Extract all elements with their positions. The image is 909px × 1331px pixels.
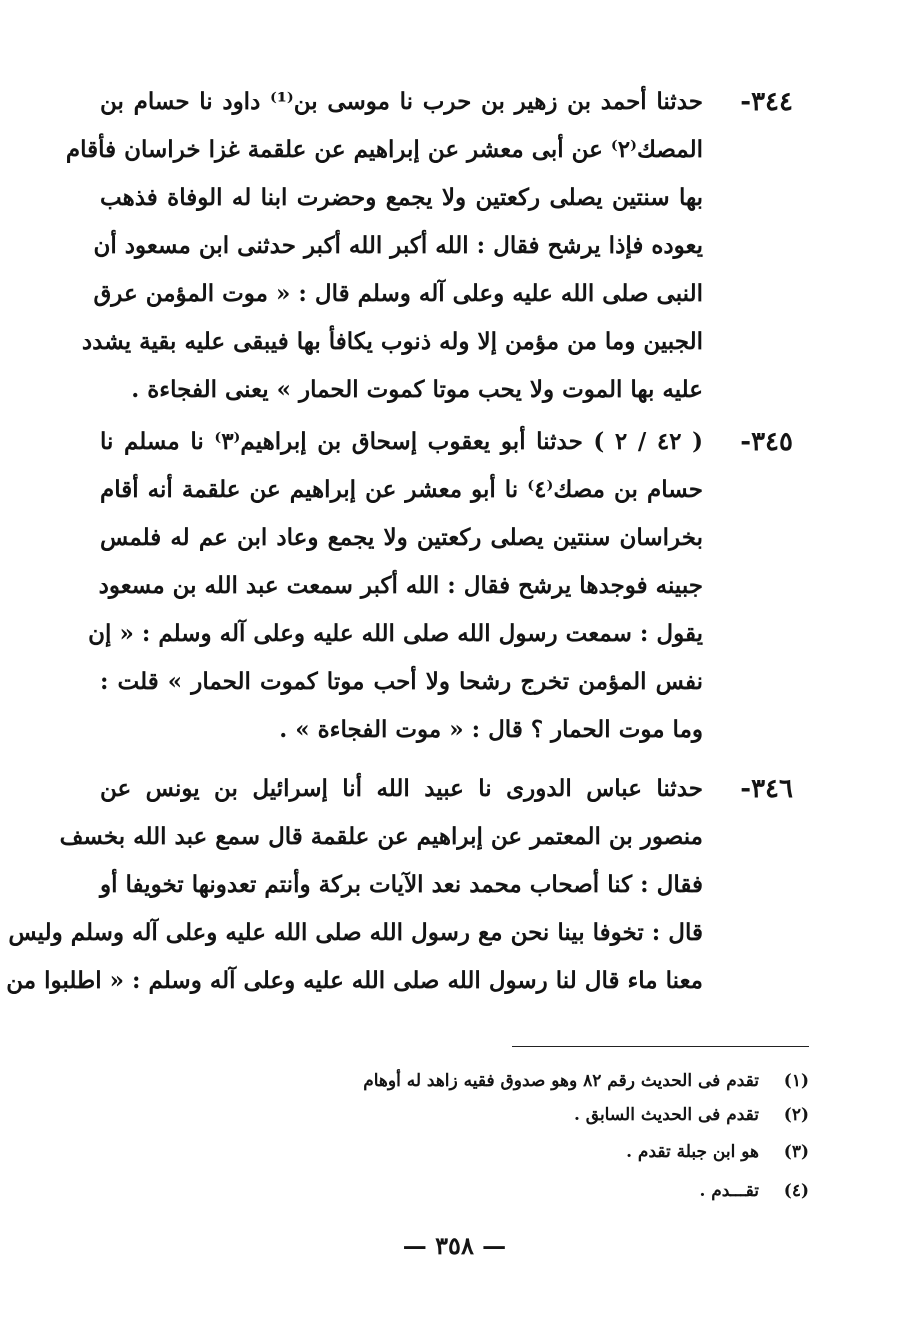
text-line: ( ٤٢ / ٢ ) حدثنا أبو يعقوب إسحاق بن إبراهيم⁽٣⁾ نا مسلم نا: [100, 428, 703, 455]
text-line: نفس المؤمن تخرج رشحا ولا أحب موتا كموت الحمار » قلت :: [100, 668, 703, 695]
text-line: حدثنا أحمد بن زهير بن حرب نا موسى بن⁽¹⁾ داود نا حسام بن: [100, 88, 703, 115]
hadith-number: ٣٤٦-: [740, 774, 793, 804]
text-line: النبى صلى الله عليه وعلى آله وسلم قال : « موت المؤمن عرق: [93, 280, 703, 307]
footnote-text: هو ابن جبلة تقدم .: [626, 1142, 759, 1162]
text-line: الجبين وما من مؤمن إلا وله ذنوب يكافأ بها فيبقى عليه بقية يشدد: [81, 328, 703, 355]
text-line: حدثنا عباس الدورى نا عبيد الله أنا إسرائيل بن يونس عن: [100, 775, 703, 802]
hadith-number: ٣٤٤-: [740, 87, 793, 117]
text-line: المصك⁽٢⁾ عن أبى معشر عن إبراهيم عن علقمة غزا خراسان فأقام: [65, 136, 703, 163]
text-line: يعوده فإذا يرشح فقال : الله أكبر الله أكبر حدثنى ابن مسعود أن: [93, 232, 703, 259]
text-line: وما موت الحمار ؟ قال : « موت الفجاءة » .: [279, 716, 703, 743]
footnote-4: [699, 1176, 809, 1206]
footnote-number: (١): [783, 1071, 809, 1091]
footnote-separator: [512, 1046, 809, 1047]
text-line: عليه بها الموت ولا يحب موتا كموت الحمار » يعنى الفجاءة .: [131, 376, 703, 403]
text-line: معنا ماء قال لنا رسول الله صلى الله عليه وعلى آله وسلم : « اطلبوا من: [6, 967, 703, 994]
hadith-number: ٣٤٥-: [740, 427, 793, 457]
footnote-1: [363, 1066, 809, 1096]
text-line: فقال : كنا أصحاب محمد نعد الآيات بركة وأنتم تعدونها تخويفا أو: [100, 871, 703, 898]
text-line: يقول : سمعت رسول الله صلى الله عليه وعلى آله وسلم : « إن: [88, 620, 703, 647]
footnote-number: (٤): [783, 1181, 809, 1201]
footnote-text: تقـــدم .: [699, 1181, 759, 1201]
footnote-text: تقدم فى الحديث السابق .: [573, 1105, 759, 1125]
footnote-3: [626, 1137, 809, 1167]
footnote-number: (٢): [783, 1105, 809, 1125]
footnote-text: تقدم فى الحديث رقم ٨٢ وهو صدوق فقيه زاهد له أوهام: [363, 1071, 759, 1091]
text-line: حسام بن مصك⁽٤⁾ نا أبو معشر عن إبراهيم عن علقمة أنه أقام: [100, 476, 703, 503]
text-line: منصور بن المعتمر عن إبراهيم عن علقمة قال سمع عبد الله بخسف: [59, 823, 703, 850]
text-line: بخراسان سنتين يصلى ركعتين ولا يجمع وعاد ابن عم له فلمس: [100, 524, 703, 551]
footnote-number: (٣): [783, 1142, 809, 1162]
page-number: — ٣٥٨ —: [402, 1231, 507, 1260]
text-line: جبينه فوجدها يرشح فقال : الله أكبر سمعت عبد الله بن مسعود: [98, 572, 703, 599]
text-line: بها سنتين يصلى ركعتين ولا يجمع وحضرت ابنا له الوفاة فذهب: [100, 184, 703, 211]
text-line: قال : تخوفا بينا نحن مع رسول الله صلى الله عليه وعلى آله وسلم وليس: [8, 919, 703, 946]
footnote-2: [574, 1100, 809, 1130]
